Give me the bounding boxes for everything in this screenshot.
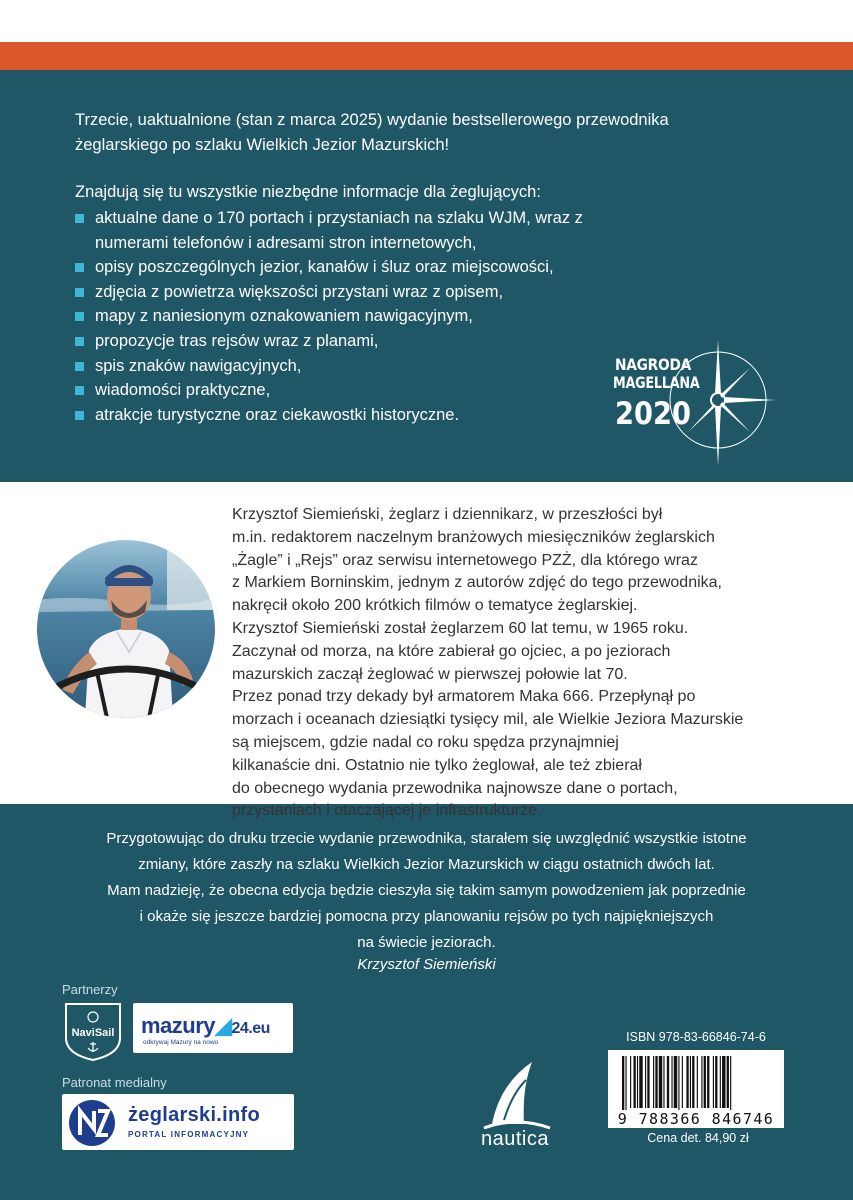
bullet-square-icon	[75, 386, 84, 395]
feature-item	[75, 206, 655, 255]
feature-text: aktualne dane o 170 portach i przystaniach na szlaku WJM, wraz z numerami telefonów i adresami stron internetowych,	[95, 209, 583, 252]
feature-item	[75, 280, 655, 305]
award-line: MAGELLANA	[613, 373, 700, 392]
features-list	[75, 206, 655, 427]
award-line: NAGRODA	[614, 355, 692, 374]
isbn-label: ISBN 978-83-66846-74-6	[626, 1030, 766, 1044]
intro-line: żeglarskiego po szlaku Wielkich Jezior Mazurskich!	[75, 136, 450, 154]
feature-item	[75, 329, 655, 354]
barcode	[608, 1050, 784, 1128]
award-year: 2020	[615, 396, 691, 432]
bullet-square-icon	[75, 362, 84, 371]
top-margin	[0, 0, 853, 42]
feature-item	[75, 354, 655, 379]
bullet-square-icon	[75, 214, 84, 223]
mazury24-logo	[133, 1003, 293, 1053]
sail-icon: ◢	[215, 1013, 232, 1038]
zeglarski-wordmark: żeglarski.info	[128, 1104, 261, 1126]
feature-text: mapy z naniesionym oznakowaniem nawigacyjnym,	[95, 307, 473, 326]
bullet-square-icon	[75, 337, 84, 346]
mazury24-wordmark	[141, 1013, 270, 1039]
barcode-digits: 9 788366 846746	[617, 1110, 775, 1128]
bullet-square-icon	[75, 312, 84, 321]
author-photo	[37, 540, 215, 718]
feature-item	[75, 378, 655, 403]
quote-signature: Krzysztof Siemieński	[357, 956, 496, 973]
feature-item	[75, 403, 655, 428]
feature-text: wiadomości praktyczne,	[95, 381, 271, 400]
zeglarski-info-logo	[62, 1094, 294, 1150]
feature-text: spis znaków nawigacyjnych,	[95, 356, 302, 375]
navisail-logo-icon	[62, 1000, 124, 1062]
media-label: Patronat medialny	[62, 1075, 167, 1090]
zeglarski-badge-icon	[68, 1099, 116, 1147]
bullet-square-icon	[75, 288, 84, 297]
partners-label: Partnerzy	[62, 982, 118, 997]
feature-item	[75, 255, 655, 280]
feature-text: atrakcje turystyczne oraz ciekawostki historyczne.	[95, 405, 460, 424]
barcode-bars	[608, 1050, 784, 1110]
bullet-square-icon	[75, 411, 84, 420]
feature-text: opisy poszczególnych jezior, kanałów i śluz oraz miejscowości,	[95, 258, 554, 277]
bullet-square-icon	[75, 263, 84, 272]
intro-line: Trzecie, uaktualnione (stan z marca 2025) wydanie bestsellerowego przewodnika	[75, 111, 669, 129]
price-label: Cena det. 84,90 zł	[647, 1131, 749, 1145]
navisail-label: NaviSail	[71, 1027, 115, 1039]
mazury-wordmark-suffix: 24.eu	[231, 1020, 270, 1037]
mazury-wordmark-main: mazury	[141, 1013, 216, 1038]
zeglarski-subtitle: PORTAL INFORMACYJNY	[128, 1130, 250, 1139]
author-quote: Przygotowując do druku trzecie wydanie przewodnika, starałem się uwzględnić wszystkie istotne zmiany, które zaszły na szlaku Wielkich Jezior Mazurskich w ciągu ostatnich dwóch lat. Mam nadzieję, że obecna edycja będzie cieszyła się takim samym powodzeniem jak poprzednie i okaże się jeszcze bardziej pomocna przy planowaniu rejsów po tych najpiękniejszych na świecie jeziorach.	[106, 830, 747, 951]
feature-item	[75, 304, 655, 329]
mazury-tagline: odkrywaj Mazury na nowo	[143, 1039, 219, 1046]
author-bio: Krzysztof Siemieński, żeglarz i dziennikarz, w przeszłości był m.in. redaktorem naczelnym branżowych miesięczników żeglarskich „Żagle” i „Rejs” oraz serwisu internetowego PZŻ, dla którego wraz z Markiem Borninskim, jednym z autorów zdjęć do tego przewodnika, nakręcił około 200 krótkich filmów o tematyce żeglarskiej. Krzysztof Siemieński został żeglarzem 60 lat temu, w 1965 roku. Zaczynał od morza, na które zabierał go ojciec, a po jeziorach mazurskich zaczął żeglować w pierwszej połowie lat 70. Przez ponad trzy dekady był armatorem Maka 666. Przepłynął po morzach i oceanach dziesiątki tysięcy mil, ale Wielkie Jeziora Mazurskie są miejscem, gdzie nadal co roku spędza przynajmniej kilkanaście dni. Ostatnio nie tylko żeglował, ale też zbierał do obecnego wydania przewodnika najnowsze dane o portach, przystaniach i otaczającej je infrastrukturze.	[232, 506, 744, 820]
features-lead: Znajdują się tu wszystkie niezbędne informacje dla żeglujących:	[75, 183, 541, 201]
award-badge	[603, 356, 703, 432]
feature-text: zdjęcia z powietrza większości przystani wraz z opisem,	[95, 282, 504, 301]
intro-text	[75, 108, 775, 158]
publisher-name: nautica	[481, 1128, 549, 1150]
orange-stripe	[0, 42, 853, 70]
feature-text: propozycje tras rejsów wraz z planami,	[95, 331, 379, 350]
